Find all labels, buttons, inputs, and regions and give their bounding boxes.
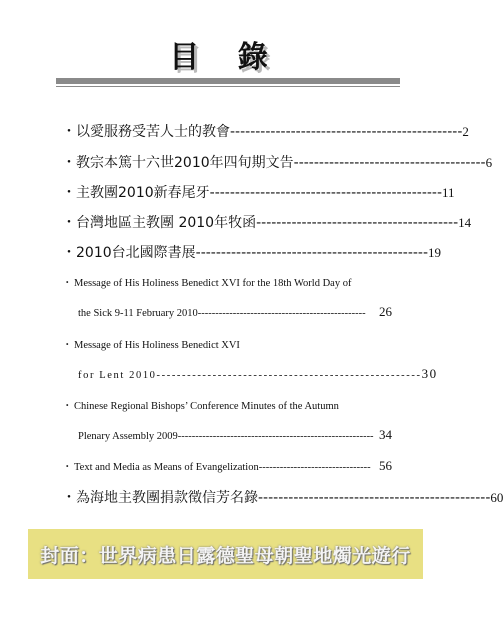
toc-page-number: 2: [462, 124, 469, 139]
toc-page-number: 14: [458, 215, 472, 230]
toc-entry-title: Message of His Holiness Benedict XVI for the 18th World Day of: [74, 278, 352, 289]
toc-entry: [62, 121, 469, 141]
toc-entry: [62, 212, 472, 232]
cover-caption-banner: [28, 529, 423, 579]
toc-entry-title: 為海地主教團捐款徵信芳名錄: [76, 490, 258, 506]
cover-caption: 封面：世界病患日露德聖母朝聖地燭光遊行: [40, 544, 411, 567]
toc-page-number: 60: [490, 490, 503, 505]
bullet: ・: [62, 462, 73, 473]
toc-entry-title-cont: Plenary Assembly 2009: [78, 431, 178, 442]
leader-dots: ----------------------------------------------: [195, 245, 429, 261]
leader-dots: ------------------------------------------------: [197, 308, 366, 319]
toc-entry-title: Chinese Regional Bishops’ Conference Minutes of the Autumn: [74, 401, 339, 412]
toc-page-number: 34: [379, 427, 392, 442]
bullet: ・: [62, 278, 73, 289]
leader-dots: --------------------------------------: [293, 155, 486, 171]
toc-entry: [62, 182, 455, 202]
toc-entry: [62, 275, 392, 290]
leader-dots: --------------------------------: [258, 462, 371, 473]
toc-entry-title: 以愛服務受苦人士的教會: [76, 124, 230, 140]
toc-entry-continuation: [78, 366, 438, 382]
toc-entry-title: 教宗本篤十六世2010年四旬期文告: [76, 155, 294, 171]
toc-entry-title: 2010台北國際書展: [76, 245, 196, 261]
leader-dots: ----------------------------------------------: [209, 185, 443, 201]
leader-dots: ----------------------------------------------: [230, 124, 463, 140]
toc-entry-continuation: [78, 304, 392, 320]
toc-entry-title-cont: for Lent 2010: [78, 370, 157, 381]
toc-entry: [62, 152, 493, 172]
toc-entry-title: Text and Media as Means of Evangelization: [74, 462, 259, 473]
toc-page-number: 19: [428, 245, 442, 260]
toc-entry: [62, 242, 442, 262]
leader-dots: ----------------------------------------: [256, 215, 459, 231]
toc-page-number: 56: [379, 458, 392, 473]
toc-page-number: 11: [442, 185, 455, 200]
toc-entry: [62, 337, 392, 352]
bullet: ・: [62, 340, 73, 351]
toc-entry: [62, 398, 392, 413]
toc-entry-title: 台灣地區主教團 2010年牧函: [76, 215, 257, 231]
toc-entry: [62, 458, 392, 474]
bullet: ・: [62, 245, 76, 261]
toc-entry-title: 主教團2010新春尾牙: [76, 185, 210, 201]
leader-dots: ----------------------------------------------------: [156, 370, 422, 381]
toc-page-number: 6: [485, 155, 493, 170]
page-title: 目 錄: [169, 40, 282, 75]
toc-page-number: 30: [421, 366, 438, 381]
title-rule-thin: [56, 86, 400, 87]
toc-entry-title-cont: the Sick 9-11 February 2010: [78, 308, 198, 319]
bullet: ・: [62, 155, 76, 171]
toc-entry: [62, 487, 503, 507]
bullet: ・: [62, 185, 76, 201]
bullet: ・: [62, 490, 76, 506]
toc-page-number: 26: [379, 304, 392, 319]
bullet: ・: [62, 124, 76, 140]
leader-dots: ----------------------------------------------: [258, 490, 491, 506]
title-rule-thick: [56, 78, 400, 84]
leader-dots: --------------------------------------------------------: [177, 431, 374, 442]
toc-entry-title: Message of His Holiness Benedict XVI: [74, 340, 240, 351]
bullet: ・: [62, 401, 73, 412]
bullet: ・: [62, 215, 76, 231]
toc-entry-continuation: [78, 427, 392, 443]
